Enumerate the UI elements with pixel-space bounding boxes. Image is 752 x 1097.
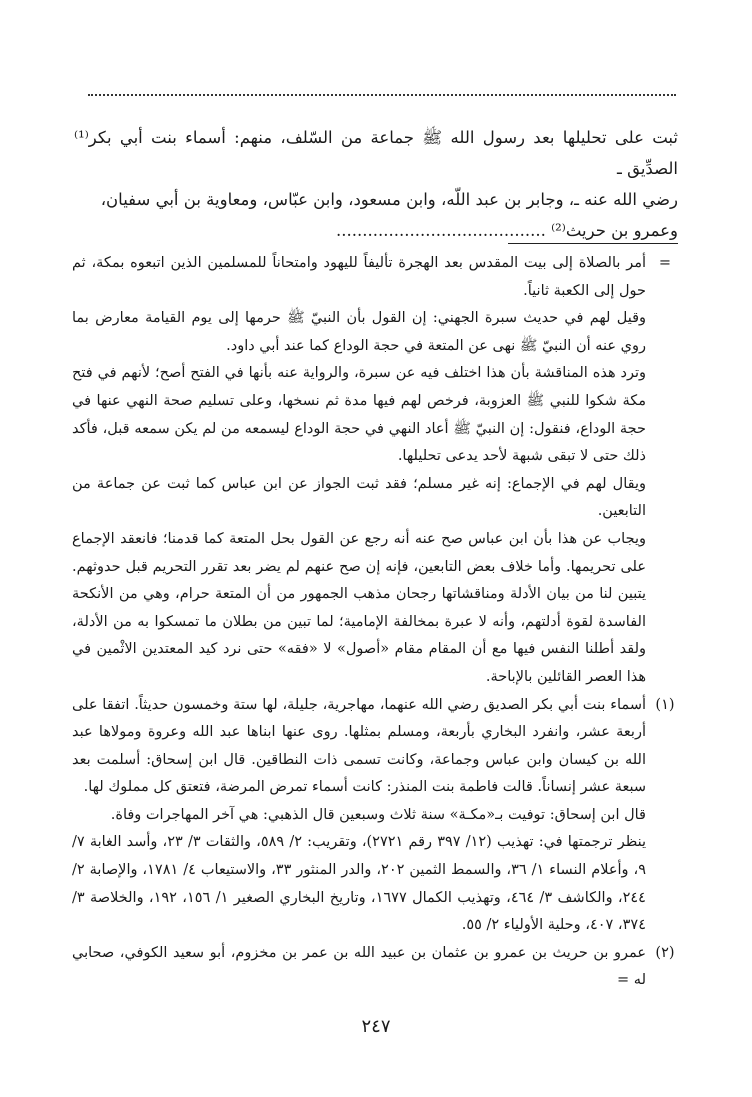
footnote-marker: (١)	[655, 696, 675, 713]
main-line: ثبت على تحليلها بعد رسول الله ﷺ جماعة من السّلف، منهم: أسماء بنت أبي بكر⁽¹⁾ الصدِّيق ـ	[74, 128, 678, 178]
top-dotted-rule	[88, 94, 676, 96]
footnote-1	[72, 692, 680, 940]
footnote-paragraph: ويقال لهم في الإجماع: إنه غير مسلم؛ فقد ثبت الجواز عن ابن عباس كما ثبت عن جماعة من التابعين.	[72, 475, 646, 520]
footnote-paragraph: عمرو بن حريث بن عمرو بن عثمان بن عبيد الله بن عمر بن مخزوم، أبو سعيد الكوفي، صحابي له =	[72, 944, 646, 989]
footnote-paragraph: ويجاب عن هذا بأن ابن عباس صح عنه أنه رجع عن القول بحل المتعة كما قدمنا؛ فانعقد الإجماع على تحريمها. وأما خلاف بعض التابعين، فإنه إن صح عنهم لم يضر بعد تقرر التحريم قبل حدوثهم. يتبين لنا من بيان الأدلة ومناقشاتها رجحان مذهب الجمهور من أن المتعة حرام، وهي من الأنكحة الفاسدة لقوة أدلتهم، وأنه لا عبرة بمخالفة الإمامية؛ لما تبين من بطلان ما تمسكوا به من الأدلة، ولقد أطلنا النفس فيها مع أن المقام مقام «أصول» لا «فقه» حتى نرد كيد المعتدين الاثْمين في هذا العصر القائلين بالإباحة.	[72, 530, 646, 685]
footnote-paragraph: وترد هذه المناقشة بأن هذا اختلف فيه عن سبرة، والرواية عنه بأنها في الفتح أصح؛ لأنهم في فتح مكة شكوا للنبي ﷺ العزوبة، فرخص لهم فيها مدة ثم نسخها، وعلى تسليم صحة النهي عنها في حجة الوداع، فنقول: إن النبيّ ﷺ أعاد النهي في حجة الوداع ليسمعه من لم يكن سمعه قبل، فأكد ذلك حتى لا تبقى شبهة لأحد يدعى تحليلها.	[72, 365, 646, 465]
main-line	[74, 215, 678, 246]
footnote-marker: (٢)	[655, 944, 675, 961]
main-line: رضي الله عنه ـ، وجابر بن عبد اللّه، وابن مسعود، وابن عبّاس، ومعاوية بن أبي سفيان،	[100, 190, 678, 209]
main-line-text: وعمرو بن حريث⁽²⁾	[551, 221, 678, 240]
footnote-continuation	[72, 250, 680, 692]
trailing-dots: ........................................	[336, 221, 546, 240]
main-text	[74, 122, 678, 246]
continuation-marker: =	[658, 255, 672, 271]
page-number: ٢٤٧	[361, 1016, 391, 1037]
footnote-paragraph: ينظر ترجمتها في: تهذيب (١٢/ ٣٩٧ رقم ٢٧٢١)، وتقريب: ٢/ ٥٨٩، والثقات ٣/ ٢٣، وأسد الغابة ٧/ ٩، وأعلام النساء ١/ ٣٦، والسمط الثمين ٢٠٢، والدر المنثور ٣٣، والاستيعاب ٤/ ١٧٨١، والإصابة ٢/ ٢٤٤، والكاشف ٣/ ٤٦٤، وتهذيب الكمال ١٦٧٧، وتاريخ البخاري الصغير ١/ ١٥٦، ١٩٢، والخلاصة ٣/ ٣٧٤، ٤٠٧، وحلية الأولياء ٢/ ٥٥.	[72, 834, 647, 934]
footnote-paragraph: أمر بالصلاة إلى بيت المقدس بعد الهجرة تأليفاً لليهود وامتحاناً للمسلمين الذين اتبعوه بمكة، ثم حول إلى الكعبة ثانياً.	[72, 255, 646, 299]
footnote-paragraph: أسماء بنت أبي بكر الصديق رضي الله عنهما، مهاجرية، جليلة، لها ستة وخمسون حديثاً. اتفقا على أربعة عشر، وانفرد البخاري بأربعة، ومسلم بمثلها. روى عنها ابناها عبد الله وعروة ومولاها عبد الله بن كيسان وابن عباس وجماعة، وكانت تسمى ذات النطاقين. قال ابن إسحاق: أسلمت بعد سبعة عشر إنساناً. قالت فاطمة بنت المنذر: كانت أسماء تمرض المرضة، فتعتق كل مملوك لها.	[72, 696, 646, 796]
footnote-paragraph: قال ابن إسحاق: توفيت بـ«مكـة» سنة ثلاث وسبعين قال الذهبي: هي آخر المهاجرات وفاة.	[110, 806, 646, 823]
footnote-paragraph: وقيل لهم في حديث سبرة الجهني: إن القول بأن النبيّ ﷺ حرمها إلى يوم القيامة معارض بما روي عنه أن النبيّ ﷺ نهى عن المتعة في حجة الوداع كما عند أبي داود.	[72, 310, 646, 354]
footnotes-area	[72, 250, 680, 995]
footnote-2	[72, 940, 680, 995]
footnote-separator	[508, 243, 678, 244]
